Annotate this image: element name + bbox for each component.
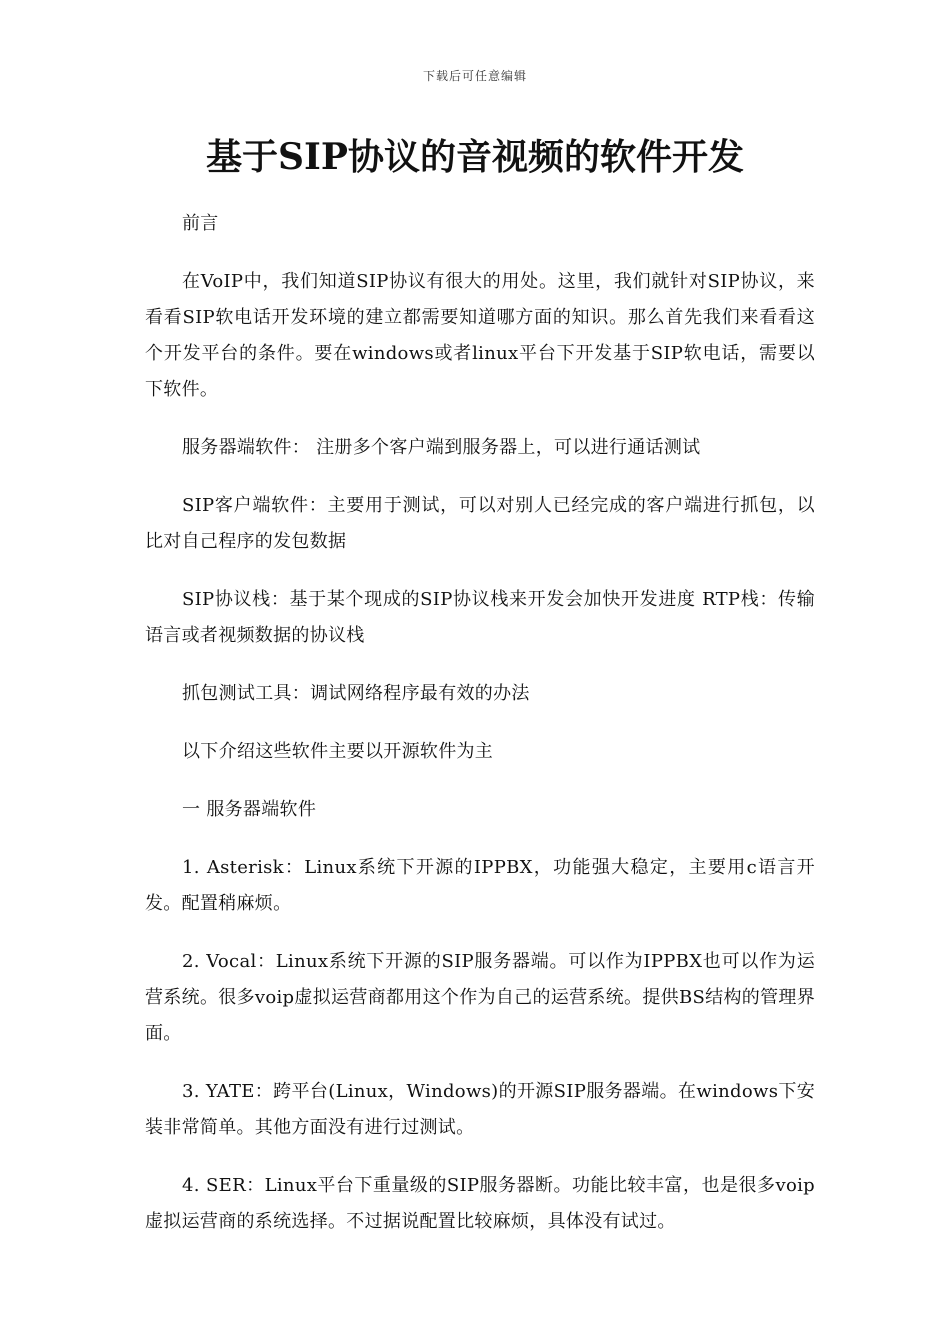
paragraph-server-software: 服务器端软件： 注册多个客户端到服务器上，可以进行通话测试 xyxy=(182,437,701,458)
document-title: 基于SIP协议的音视频的软件开发 xyxy=(206,136,744,178)
paragraph-intro: 在VoIP中，我们知道SIP协议有很大的用处。这里，我们就针对SIP协议，来看看SIP软电话开发环境的建立都需要知道哪方面的知识。那么首先我们来看看这个开发平台的条件。要在windows或者linux平台下开发基于SIP软电话，需要以下软件。 xyxy=(145,271,815,400)
section-heading-server: 一 服务器端软件 xyxy=(182,799,317,820)
list-item-asterisk: 1. Asterisk：Linux系统下开源的IPPBX，功能强大稳定，主要用c语言开发。配置稍麻烦。 xyxy=(145,857,815,914)
list-item-ser: 4. SER：Linux平台下重量级的SIP服务器断。功能比较丰富，也是很多voip虚拟运营商的系统选择。不过据说配置比较麻烦，具体没有试过。 xyxy=(145,1175,815,1232)
paragraph-capture-tool: 抓包测试工具：调试网络程序最有效的办法 xyxy=(182,683,530,704)
list-item-yate: 3. YATE：跨平台(Linux，Windows)的开源SIP服务器端。在windows下安装非常简单。其他方面没有进行过测试。 xyxy=(145,1081,815,1138)
paragraph-preface: 前言 xyxy=(182,213,219,234)
paragraph-open-source-note: 以下介绍这些软件主要以开源软件为主 xyxy=(182,741,494,762)
paragraph-sip-stack: SIP协议栈：基于某个现成的SIP协议栈来开发会加快开发进度 RTP栈：传输语言或者视频数据的协议栈 xyxy=(145,589,815,646)
document-body xyxy=(145,206,815,1262)
header-note: 下载后可任意编辑 xyxy=(422,69,527,83)
paragraph-client-software: SIP客户端软件：主要用于测试，可以对别人已经完成的客户端进行抓包，以比对自己程序的发包数据 xyxy=(145,495,815,552)
list-item-vocal: 2. Vocal：Linux系统下开源的SIP服务器端。可以作为IPPBX也可以作为运营系统。很多voip虚拟运营商都用这个作为自己的运营系统。提供BS结构的管理界面。 xyxy=(145,951,815,1044)
